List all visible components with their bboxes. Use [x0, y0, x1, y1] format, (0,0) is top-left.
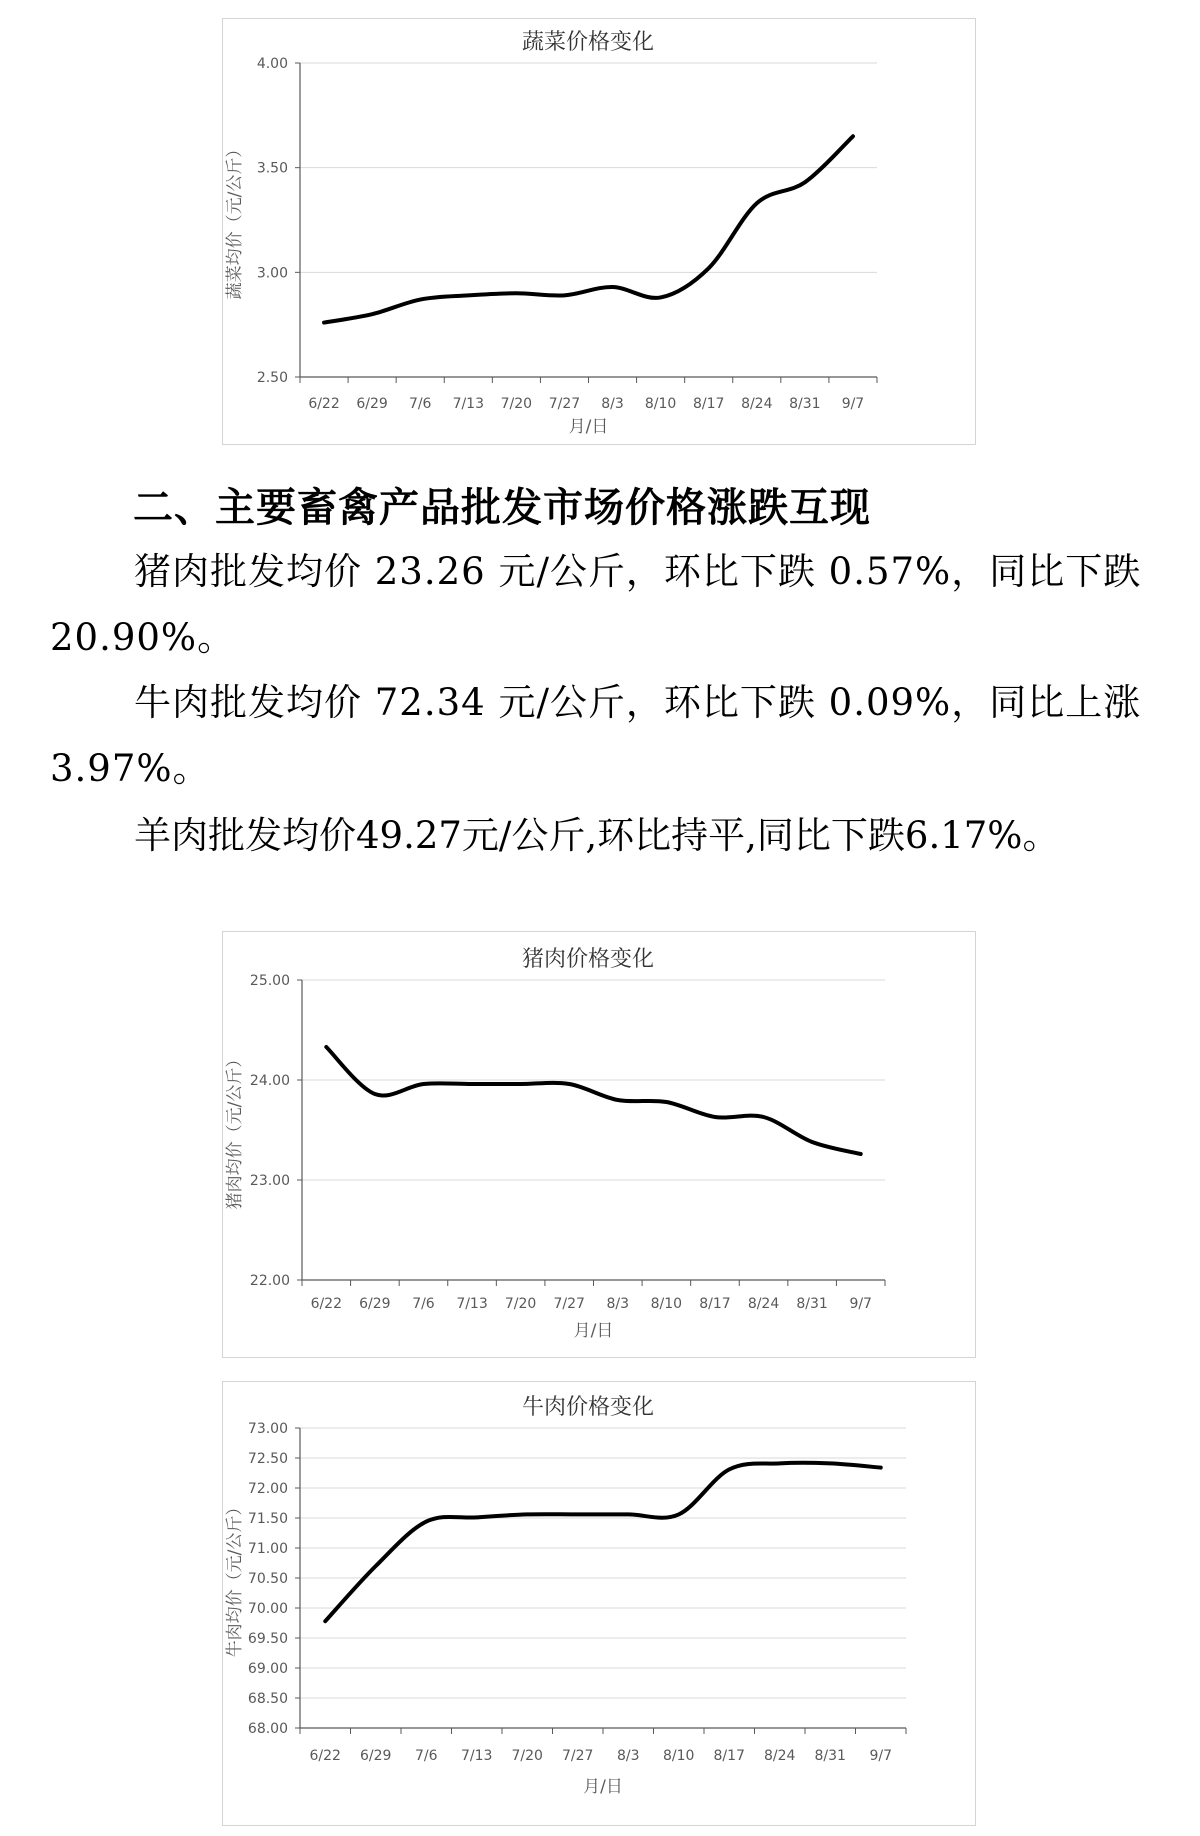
y-tick-label: 68.50: [247, 1691, 288, 1707]
pork-price-chart: [222, 931, 976, 1358]
x-tick-label: 6/22: [310, 1296, 343, 1312]
beef-price-paragraph: [50, 670, 1160, 802]
data-point: [562, 293, 566, 297]
x-tick-label: 6/22: [308, 396, 340, 412]
x-axis-title: 月/日: [573, 1321, 614, 1341]
data-point: [828, 1461, 832, 1465]
x-tick-label: 8/24: [741, 396, 773, 412]
y-tick-label: 22.00: [249, 1273, 290, 1289]
x-tick-label: 7/27: [562, 1748, 594, 1764]
y-tick-label: 68.00: [247, 1721, 288, 1737]
x-tick-label: 8/31: [796, 1296, 828, 1312]
data-point: [851, 134, 855, 138]
x-tick-label: 8/17: [692, 396, 725, 412]
y-tick-label: 2.50: [256, 370, 288, 386]
x-tick-label: 8/3: [616, 1748, 640, 1764]
x-axis-title: 月/日: [568, 417, 609, 437]
data-point: [370, 312, 374, 316]
chart-title: 猪肉价格变化: [521, 947, 655, 972]
x-tick-label: 8/24: [747, 1296, 780, 1312]
section-heading: 二、主要畜禽产品批发市场价格涨跌互现: [133, 485, 871, 531]
data-point: [879, 1466, 883, 1470]
data-point: [664, 1100, 668, 1104]
y-tick-label: 72.00: [247, 1481, 288, 1497]
y-tick-label: 23.00: [249, 1173, 290, 1189]
data-point: [470, 1082, 474, 1086]
y-tick-label: 3.50: [256, 160, 288, 177]
data-point: [778, 1461, 782, 1465]
beef-price-chart: [222, 1381, 976, 1826]
data-point: [713, 1115, 717, 1119]
data-point: [576, 1512, 580, 1516]
vegetable-price-chart-svg: [223, 19, 977, 446]
x-tick-label: 8/10: [644, 396, 677, 412]
pork-price-text: 猪肉批发均价 23.26 元/公斤，环比下跌 0.57%，同比下跌 20.90%。: [50, 550, 1142, 659]
y-axis-title: 牛肉均价（元/公斤）: [225, 1498, 245, 1658]
x-tick-label: 7/13: [456, 1296, 488, 1312]
chart-title: 牛肉价格变化: [521, 1395, 655, 1420]
data-point: [755, 201, 759, 205]
data-point: [323, 1619, 327, 1623]
x-tick-label: 8/17: [713, 1748, 745, 1764]
y-axis-title: 蔬菜均价（元/公斤）: [225, 140, 245, 300]
y-tick-label: 3.00: [256, 265, 288, 282]
data-point: [519, 1082, 523, 1086]
y-axis-title: 猪肉均价（元/公斤）: [225, 1050, 245, 1210]
x-tick-label: 7/27: [548, 396, 581, 412]
x-tick-label: 6/29: [359, 1296, 391, 1312]
x-tick-label: 7/6: [414, 1748, 438, 1764]
mutton-price-text: 羊肉批发均价49.27元/公斤,环比持平,同比下跌6.17%。: [134, 814, 1060, 857]
data-point: [611, 285, 615, 289]
chart-title: 蔬菜价格变化: [521, 30, 655, 55]
x-tick-label: 8/31: [814, 1748, 846, 1764]
y-tick-label: 69.50: [247, 1631, 288, 1647]
pork-price-chart-svg: [223, 932, 977, 1359]
data-point: [466, 293, 470, 297]
y-tick-label: 70.00: [247, 1601, 288, 1617]
series-line: [324, 136, 853, 322]
data-point: [727, 1467, 731, 1471]
x-tick-label: 8/24: [764, 1748, 796, 1764]
vegetable-price-chart: [222, 18, 976, 445]
data-point: [803, 180, 807, 184]
data-point: [762, 1115, 766, 1119]
x-axis-title: 月/日: [583, 1777, 623, 1797]
x-tick-label: 7/20: [500, 396, 533, 412]
data-point: [626, 1512, 630, 1516]
y-tick-label: 70.50: [247, 1571, 288, 1587]
x-tick-label: 7/6: [408, 396, 432, 412]
data-point: [810, 1140, 814, 1144]
data-point: [324, 1045, 328, 1049]
data-point: [859, 1152, 863, 1156]
x-tick-label: 8/17: [699, 1296, 731, 1312]
data-point: [677, 1512, 681, 1516]
x-tick-label: 7/20: [504, 1296, 537, 1312]
data-point: [373, 1092, 377, 1096]
data-point: [567, 1082, 571, 1086]
data-point: [421, 1082, 425, 1086]
data-point: [707, 266, 711, 270]
x-tick-label: 8/3: [601, 396, 624, 412]
y-tick-label: 73.00: [247, 1421, 288, 1437]
x-tick-label: 8/3: [606, 1296, 630, 1312]
y-tick-label: 25.00: [249, 973, 290, 989]
data-point: [322, 321, 326, 325]
data-point: [374, 1564, 378, 1568]
x-tick-label: 7/27: [553, 1296, 585, 1312]
x-tick-label: 6/29: [360, 1748, 392, 1764]
x-tick-label: 7/6: [412, 1296, 435, 1312]
y-tick-label: 71.50: [247, 1511, 288, 1527]
beef-price-text: 牛肉批发均价 72.34 元/公斤，环比下跌 0.09%，同比上涨 3.97%。: [50, 681, 1142, 790]
data-point: [616, 1098, 620, 1102]
series-line: [326, 1047, 860, 1154]
x-tick-label: 7/13: [452, 396, 485, 412]
x-tick-label: 7/13: [461, 1748, 493, 1764]
data-point: [475, 1515, 479, 1519]
x-tick-label: 9/7: [869, 1748, 893, 1764]
y-tick-label: 71.00: [247, 1541, 288, 1557]
x-tick-label: 6/22: [309, 1748, 341, 1764]
data-point: [418, 298, 422, 302]
series-line: [325, 1463, 881, 1621]
data-point: [424, 1520, 428, 1524]
x-tick-label: 8/10: [650, 1296, 683, 1312]
x-tick-label: 9/7: [849, 1296, 872, 1312]
y-tick-label: 24.00: [249, 1073, 290, 1089]
data-point: [659, 295, 663, 299]
mutton-price-paragraph: [50, 803, 1160, 869]
x-tick-label: 9/7: [841, 396, 865, 412]
data-point: [525, 1512, 529, 1516]
y-tick-label: 69.00: [247, 1661, 288, 1677]
x-tick-label: 8/10: [663, 1748, 695, 1764]
pork-price-paragraph: [50, 539, 1160, 671]
data-point: [514, 291, 518, 295]
x-tick-label: 6/29: [356, 396, 388, 412]
y-tick-label: 4.00: [256, 56, 288, 72]
x-tick-label: 7/20: [511, 1748, 543, 1764]
x-tick-label: 8/31: [789, 396, 821, 412]
y-tick-label: 72.50: [247, 1451, 288, 1467]
beef-price-chart-svg: [223, 1382, 977, 1827]
